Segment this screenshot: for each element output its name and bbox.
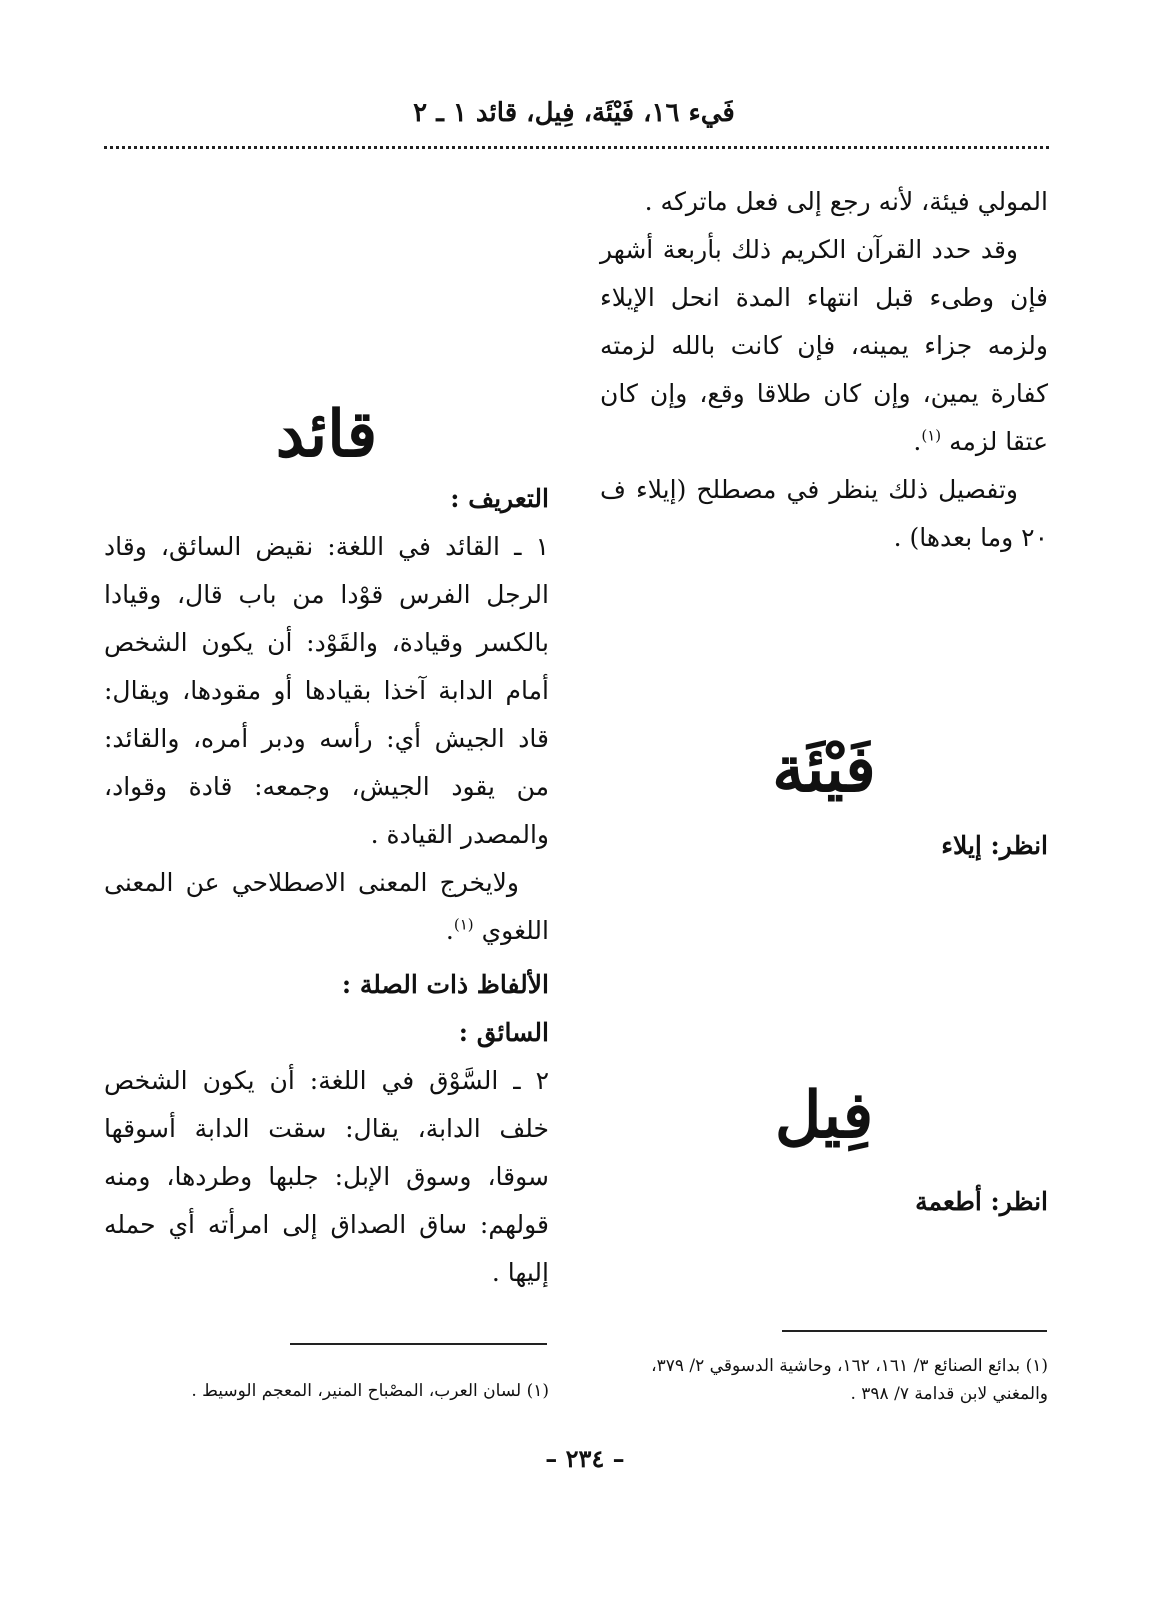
page-number: – ٢٣٤ – (545, 1444, 625, 1473)
footnote-ref: (١) (453, 915, 474, 934)
spacer (600, 866, 1048, 1076)
paragraph (104, 859, 549, 955)
paragraph: المولي فيئة، لأنه رجع إلى فعل ماتركه . (644, 187, 1048, 216)
paragraph: ١ ـ القائد في اللغة: نقيض السائق، وقاد الرجل الفرس قوْدا من باب قال، وقيادا بالكسر وقيادة، والقَوْد: أن يكون الشخص أمام الدابة آخذا بقيادها أو مقودها، ويقال: قاد الجيش أي: رأسه ودبر أمره، والقائد: من يقود الجيش، وجمعه: قادة وقواد، والمصدر القيادة . (104, 532, 550, 849)
paragraph: ٢ ـ السَّوْق في اللغة: أن يكون الشخص خلف الدابة، يقال: سقت الدابة أسوقها سوقا، وسوق الإبل: جلبها وطردها، ومنه قولهم: ساق الصداق إلى امرأته أي حمله إليها . (104, 1066, 549, 1287)
section-heading: التعريف : (450, 484, 549, 513)
right-column (600, 178, 1048, 1222)
entry-title-qaid: قائد (275, 397, 378, 472)
sub-heading: السائق : (458, 1018, 549, 1047)
spacer (600, 1156, 1048, 1182)
footnote-left: (١) لسان العرب، المصْباح المنير، المعجم الوسيط . (191, 1381, 549, 1401)
spacer (600, 810, 1048, 826)
see-reference: انظر: أطعمة (915, 1187, 1048, 1216)
footnote-divider (290, 1343, 547, 1345)
section-heading: الألفاظ ذات الصلة : (341, 970, 549, 999)
paragraph-text: ولايخرج المعنى الاصطلاحي عن المعنى اللغوي (104, 868, 549, 945)
header-divider (104, 146, 1049, 149)
paragraph (600, 226, 1048, 466)
entry-title-fil: فِيل (774, 1078, 874, 1153)
footnote-divider (782, 1330, 1047, 1332)
paragraph: وتفصيل ذلك ينظر في مصطلح (إيلاء ف ٢٠ وما بعدها) . (600, 475, 1048, 552)
spacer (600, 562, 1048, 730)
running-head: فَيء ١٦، فَيْئَة، فِيل، قائد ١ ـ ٢ (413, 98, 735, 128)
entry-title-fiah: فَيْئَة (772, 732, 876, 807)
left-column (104, 395, 549, 1297)
footnote-right: (١) بدائع الصنائع ٣/ ١٦١، ١٦٢، وحاشية الدسوقي ٢/ ٣٧٩، والمغني لابن قدامة ٧/ ٣٩٨ . (651, 1356, 1048, 1404)
paragraph-text: وقد حدد القرآن الكريم ذلك بأربعة أشهر فإن وطىء قبل انتهاء المدة انحل الإيلاء ولزمه جزاء يمينه، فإن كانت بالله لزمته كفارة يمين، وإن كان طلاقا وقع، وإن كان عتقا لزمه (600, 235, 1048, 456)
paragraph-end: . (913, 427, 922, 456)
paragraph-end: . (445, 916, 454, 945)
footnote-ref: (١) (921, 426, 942, 445)
see-reference: انظر: إيلاء (941, 831, 1048, 860)
